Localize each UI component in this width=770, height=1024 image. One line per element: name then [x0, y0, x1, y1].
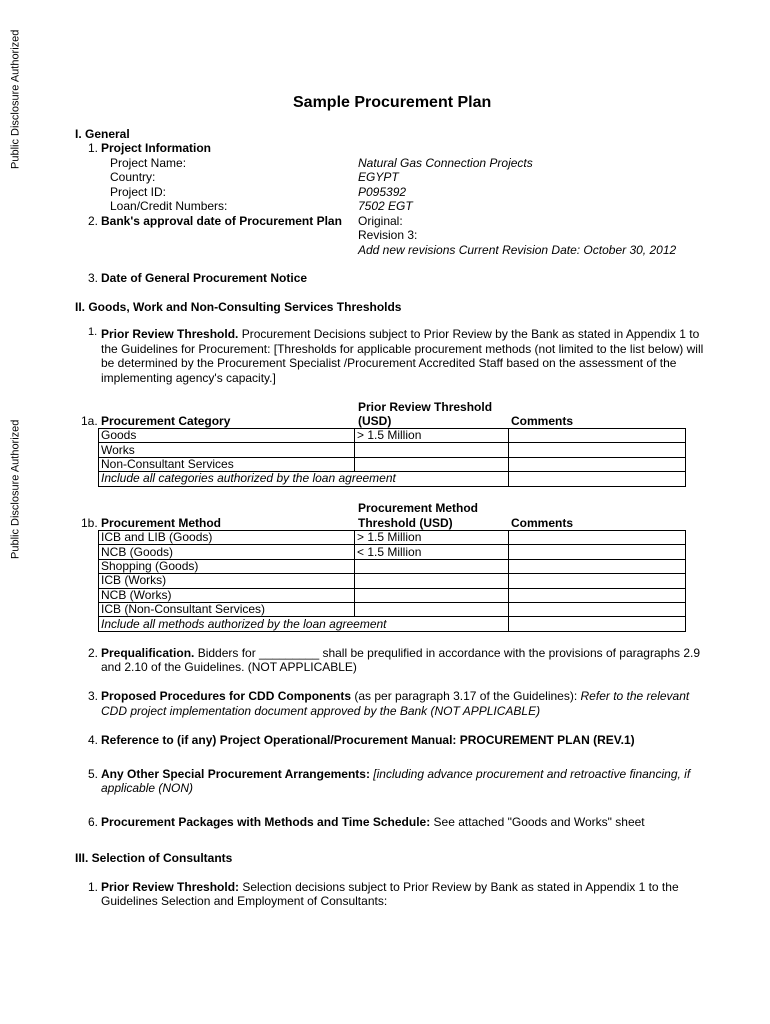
table-cell: < 1.5 Million [355, 545, 509, 559]
table-cell: ICB (Works) [99, 574, 355, 588]
table-cell [509, 559, 686, 573]
table-cell [509, 429, 686, 443]
prequalification-line-1 [101, 646, 700, 661]
table-cell: NCB (Goods) [99, 545, 355, 559]
table2-header-method: Procurement Method [101, 516, 222, 530]
packages-text: See attached "Goods and Works" sheet [430, 815, 645, 829]
table-row [99, 472, 686, 486]
project-information-label: Project Information [101, 141, 212, 155]
table-cell [509, 602, 686, 616]
prior-review-text: Procurement Decisions subject to Prior Review by the Bank as stated in Appendix 1 to [238, 327, 700, 341]
procurement-method-table [98, 530, 686, 632]
table-cell [509, 472, 686, 486]
special-arrangements-line-2: applicable (NON) [101, 781, 194, 795]
watermark-middle: Public Disclosure Authorized [9, 419, 22, 559]
prior-review-line-3: be determined by the Procurement Specialist /Procurement Accredited Staff based on the assessment of the [101, 356, 677, 370]
approval-original: Original: [358, 214, 403, 228]
section-consultants-heading: III. Selection of Consultants [75, 851, 233, 865]
table-cell: > 1.5 Million [355, 531, 509, 545]
cdd-italic: Refer to the relevant [580, 689, 690, 703]
cdd-bold: Proposed Procedures for CDD Components [101, 689, 352, 703]
general-notice-label: Date of General Procurement Notice [101, 271, 308, 285]
item-number: 3. [88, 689, 99, 703]
table-row [99, 531, 686, 545]
section-general-heading: I. General [75, 127, 130, 141]
loan-number-value: 7502 EGT [358, 199, 413, 213]
table1-header-usd: (USD) [358, 414, 392, 428]
table-cell: ICB (Non-Consultant Services) [99, 602, 355, 616]
consultants-threshold-line-1 [101, 880, 679, 895]
table-cell [355, 457, 509, 471]
prequalification-bold: Prequalification. [101, 646, 195, 660]
table-cell: Works [99, 443, 355, 457]
prequalification-line-2: and 2.10 of the Guidelines. (NOT APPLICABLE) [101, 660, 357, 674]
table2-header-comments: Comments [511, 516, 574, 530]
field-label: Country: [110, 170, 156, 184]
table-cell [355, 443, 509, 457]
table-cell [355, 574, 509, 588]
table-row [99, 588, 686, 602]
field-label: Loan/Credit Numbers: [110, 199, 228, 213]
item-number: 6. [88, 815, 99, 829]
table-cell [509, 545, 686, 559]
table-cell [509, 443, 686, 457]
procurement-category-table [98, 428, 686, 487]
item-number: 3. [88, 271, 99, 285]
prior-review-line-2: the Guidelines for Procurement: [Thresholds for applicable procurement methods (not limited to the list below) will [101, 342, 704, 356]
table-cell: ICB and LIB (Goods) [99, 531, 355, 545]
table-cell [509, 588, 686, 602]
table-cell: Non-Consultant Services [99, 457, 355, 471]
manual-reference: Reference to (if any) Project Operational/Procurement Manual: PROCUREMENT PLAN (REV.1) [101, 733, 635, 747]
watermark-top: Public Disclosure Authorized [9, 29, 22, 169]
table-row [99, 457, 686, 471]
table1-number: 1a. [81, 414, 98, 428]
project-id-value: P095392 [358, 185, 407, 199]
prior-review-bold: Prior Review Threshold. [101, 327, 239, 341]
packages-line [101, 815, 645, 830]
field-label: Project ID: [110, 185, 167, 199]
approval-date-label: Bank's approval date of Procurement Plan [101, 214, 342, 228]
page-title: Sample Procurement Plan [293, 94, 492, 111]
table-cell: Goods [99, 429, 355, 443]
consultants-threshold-text: Selection decisions subject to Prior Review by Bank as stated in Appendix 1 to the [239, 880, 679, 894]
special-arrangements-bold: Any Other Special Procurement Arrangements: [101, 767, 370, 781]
table-note-cell: Include all methods authorized by the loan agreement [99, 617, 509, 631]
approval-revision-date: Add new revisions Current Revision Date: October 30, 2012 [358, 243, 677, 257]
table-row [99, 602, 686, 616]
special-arrangements-line-1 [101, 767, 690, 782]
table-cell [355, 588, 509, 602]
table-row [99, 429, 686, 443]
prior-review-line-4: implementing agency's capacity.] [101, 371, 276, 385]
table-cell [509, 457, 686, 471]
table1-header-threshold: Prior Review Threshold [358, 400, 493, 414]
item-number: 4. [88, 733, 99, 747]
table-cell [509, 531, 686, 545]
table-cell: NCB (Works) [99, 588, 355, 602]
table-cell [509, 574, 686, 588]
country-value: EGYPT [358, 170, 399, 184]
table1-header-category: Procurement Category [101, 414, 231, 428]
item-number: 2. [88, 214, 99, 228]
table-cell [355, 559, 509, 573]
table-cell: Shopping (Goods) [99, 559, 355, 573]
table-row [99, 443, 686, 457]
table2-number: 1b. [81, 516, 98, 530]
prequalification-text: Bidders for _________ shall be prequlified in accordance with the provisions of paragraphs 2.9 [194, 646, 701, 660]
special-arrangements-italic: [including advance procurement and retroactive financing, if [369, 767, 691, 781]
cdd-line-1 [101, 689, 689, 704]
table-row [99, 574, 686, 588]
cdd-line-2: CDD project implementation document approved by the Bank (NOT APPLICABLE) [101, 704, 541, 718]
table-row [99, 559, 686, 573]
table-cell [509, 617, 686, 631]
item-number: 1. [88, 326, 98, 338]
cdd-text: (as per paragraph 3.17 of the Guidelines): [351, 689, 581, 703]
table-cell [355, 602, 509, 616]
item-number: 1. [88, 880, 99, 894]
item-number: 2. [88, 646, 99, 660]
table-row [99, 545, 686, 559]
consultants-threshold-bold: Prior Review Threshold: [101, 880, 240, 894]
item-number: 5. [88, 767, 99, 781]
approval-revision: Revision 3: [358, 228, 418, 242]
table2-header-threshold: Threshold (USD) [358, 516, 453, 530]
table1-header-comments: Comments [511, 414, 574, 428]
project-name-value: Natural Gas Connection Projects [358, 156, 533, 170]
packages-bold: Procurement Packages with Methods and Time Schedule: [101, 815, 431, 829]
field-label: Project Name: [110, 156, 187, 170]
table-note-cell: Include all categories authorized by the loan agreement [99, 472, 509, 486]
table2-header-method-top: Procurement Method [358, 501, 479, 515]
section-goods-heading: II. Goods, Work and Non-Consulting Services Thresholds [75, 300, 402, 314]
table-row [99, 617, 686, 631]
item-number: 1. [88, 141, 99, 155]
table-cell: > 1.5 Million [355, 429, 509, 443]
consultants-threshold-line-2: Guidelines Selection and Employment of Consultants: [101, 894, 388, 908]
prior-review-line-1 [101, 327, 699, 342]
